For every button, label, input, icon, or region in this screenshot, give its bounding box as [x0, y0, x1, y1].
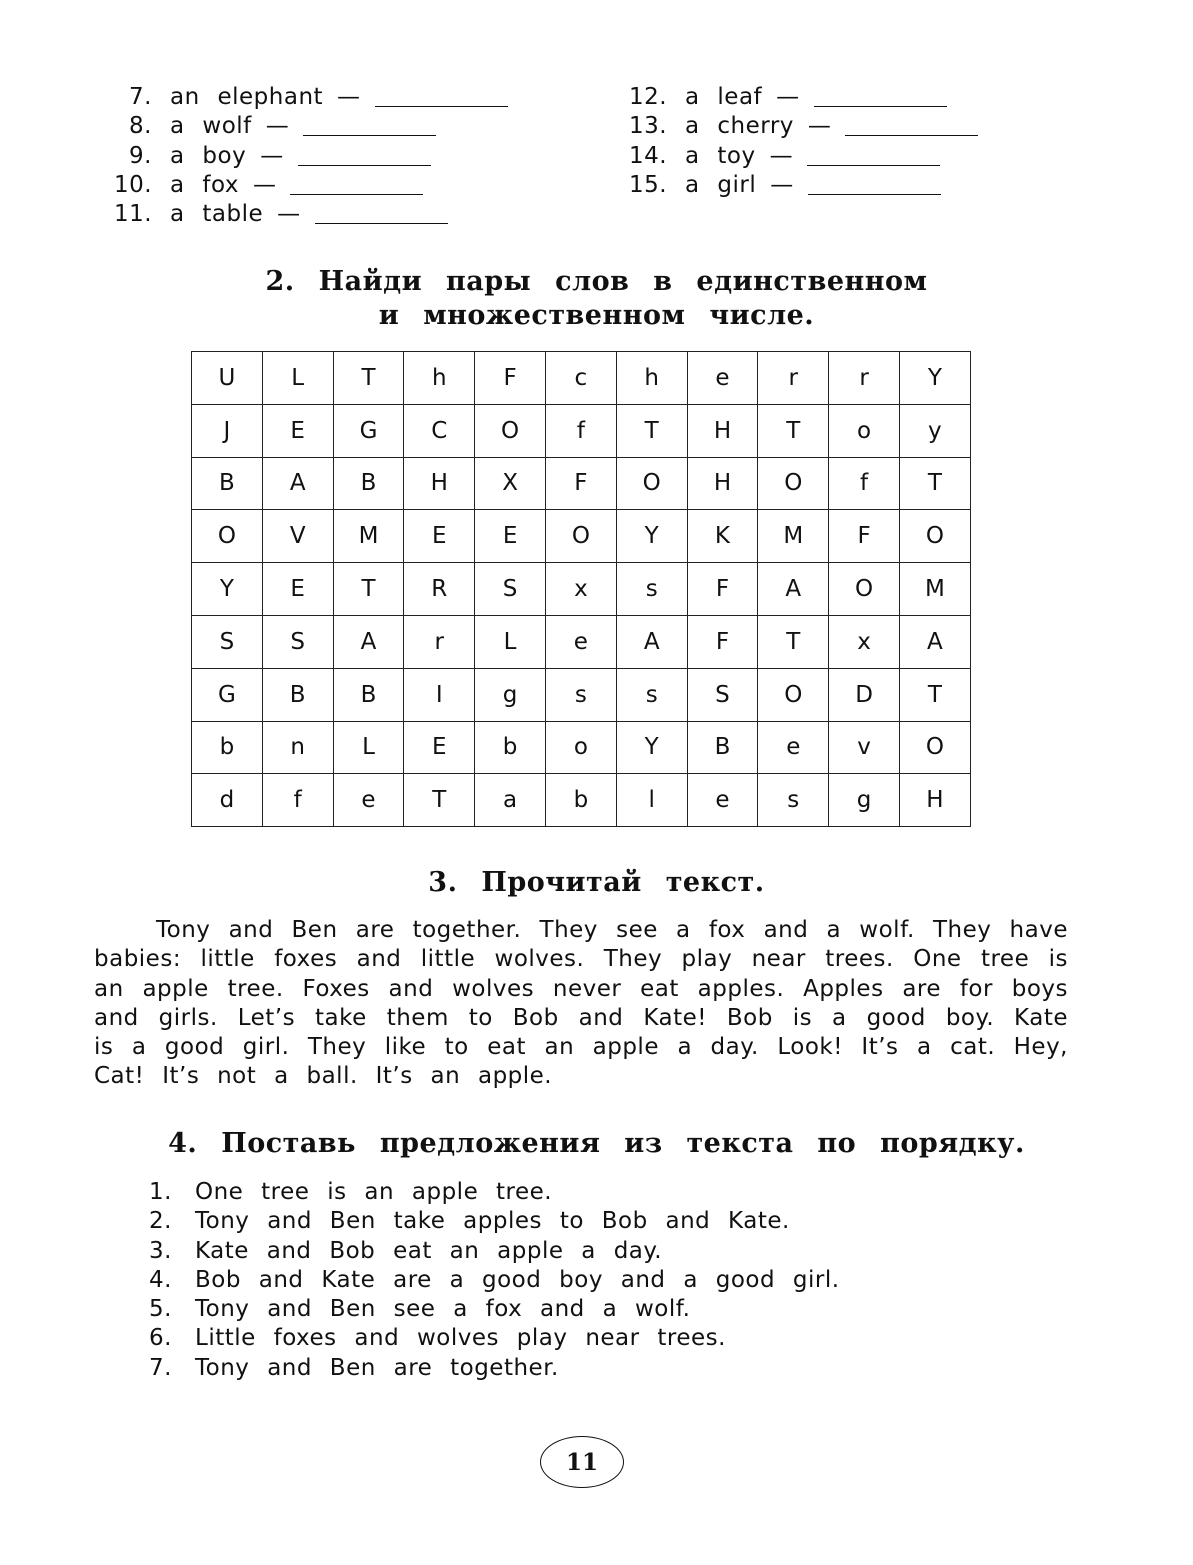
grid-row: [192, 404, 971, 457]
grid-cell[interactable]: G: [333, 404, 404, 457]
grid-cell[interactable]: Y: [192, 563, 263, 616]
grid-cell[interactable]: h: [616, 352, 687, 405]
grid-cell[interactable]: O: [899, 721, 970, 774]
grid-cell[interactable]: Y: [899, 352, 970, 405]
grid-cell[interactable]: s: [616, 563, 687, 616]
grid-cell[interactable]: F: [545, 457, 616, 510]
grid-cell[interactable]: L: [262, 352, 333, 405]
grid-cell[interactable]: E: [475, 510, 546, 563]
vocab-word: a girl: [685, 171, 757, 198]
grid-row: [192, 615, 971, 668]
grid-cell[interactable]: T: [616, 404, 687, 457]
grid-cell[interactable]: A: [333, 615, 404, 668]
grid-cell[interactable]: M: [758, 510, 829, 563]
grid-cell[interactable]: O: [899, 510, 970, 563]
grid-cell[interactable]: E: [404, 510, 475, 563]
grid-cell[interactable]: M: [333, 510, 404, 563]
vocab-list-left: [114, 83, 508, 229]
vocab-number: 12.: [629, 84, 668, 110]
grid-cell[interactable]: o: [829, 404, 900, 457]
vocab-item: [629, 112, 978, 141]
grid-cell[interactable]: g: [829, 774, 900, 827]
vocab-number: 14.: [629, 142, 668, 169]
grid-cell[interactable]: y: [899, 404, 970, 457]
grid-cell[interactable]: b: [192, 721, 263, 774]
list-item-text: One tree is an apple tree.: [195, 1179, 553, 1205]
grid-cell[interactable]: F: [687, 563, 758, 616]
vocab-dash: —: [252, 171, 277, 198]
vocab-item: [114, 142, 508, 171]
grid-cell[interactable]: x: [829, 615, 900, 668]
vocab-word: a leaf: [685, 84, 763, 110]
vocab-number: 15.: [629, 171, 668, 198]
page-number-text: 11: [565, 1448, 598, 1476]
grid-cell[interactable]: R: [404, 563, 475, 616]
grid-cell[interactable]: S: [262, 615, 333, 668]
grid-cell[interactable]: b: [545, 774, 616, 827]
grid-cell[interactable]: T: [899, 668, 970, 721]
vocab-number: 11.: [114, 201, 153, 228]
vocab-number: 13.: [629, 113, 668, 140]
answer-blank[interactable]: [807, 147, 940, 166]
grid-cell[interactable]: B: [333, 668, 404, 721]
grid-cell[interactable]: T: [758, 404, 829, 457]
grid-cell[interactable]: r: [758, 352, 829, 405]
grid-cell[interactable]: B: [687, 721, 758, 774]
vocab-item: [629, 83, 978, 112]
grid-cell[interactable]: T: [758, 615, 829, 668]
grid-cell[interactable]: s: [616, 668, 687, 721]
grid-cell[interactable]: s: [758, 774, 829, 827]
list-item: [140, 1354, 840, 1383]
list-item-number: 7.: [149, 1354, 172, 1381]
grid-cell[interactable]: F: [687, 615, 758, 668]
grid-cell[interactable]: H: [687, 457, 758, 510]
grid-cell[interactable]: f: [829, 457, 900, 510]
task3-heading: 3. Прочитай текст.: [428, 867, 765, 898]
vocab-item: [629, 171, 978, 200]
grid-cell[interactable]: A: [899, 615, 970, 668]
grid-row: [192, 668, 971, 721]
vocab-number: 9.: [129, 142, 152, 169]
list-item: [140, 1178, 840, 1207]
grid-cell[interactable]: I: [404, 668, 475, 721]
answer-blank[interactable]: [303, 117, 436, 136]
vocab-item: [114, 171, 508, 200]
grid-cell[interactable]: X: [475, 457, 546, 510]
grid-cell[interactable]: x: [545, 563, 616, 616]
grid-cell[interactable]: J: [192, 404, 263, 457]
grid-cell[interactable]: O: [616, 457, 687, 510]
list-item-text: Bob and Kate are a good boy and a good girl.: [195, 1266, 840, 1293]
vocab-dash: —: [265, 113, 290, 140]
vocab-word: a toy: [685, 142, 756, 169]
grid-cell[interactable]: K: [687, 510, 758, 563]
grid-cell[interactable]: b: [475, 721, 546, 774]
vocab-word: an elephant: [170, 84, 324, 110]
vocab-dash: —: [807, 113, 832, 140]
grid-row: [192, 457, 971, 510]
grid-cell[interactable]: f: [545, 404, 616, 457]
list-item-text: Tony and Ben see a fox and a wolf.: [195, 1296, 691, 1323]
grid-cell[interactable]: A: [262, 457, 333, 510]
grid-cell[interactable]: O: [829, 563, 900, 616]
vocab-item: [114, 200, 508, 229]
grid-cell[interactable]: e: [758, 721, 829, 774]
grid-cell[interactable]: C: [404, 404, 475, 457]
grid-cell[interactable]: Y: [616, 510, 687, 563]
grid-cell[interactable]: E: [262, 404, 333, 457]
answer-blank[interactable]: [845, 117, 978, 136]
list-item: [140, 1324, 840, 1353]
grid-cell[interactable]: B: [192, 457, 263, 510]
grid-cell[interactable]: H: [899, 774, 970, 827]
word-search-grid: [191, 351, 971, 827]
grid-cell[interactable]: e: [687, 352, 758, 405]
grid-row: [192, 352, 971, 405]
grid-cell[interactable]: T: [333, 352, 404, 405]
grid-cell[interactable]: e: [545, 615, 616, 668]
task2-heading-line2: и множественном числе.: [378, 300, 815, 331]
grid-cell[interactable]: S: [192, 615, 263, 668]
grid-cell[interactable]: T: [899, 457, 970, 510]
reading-paragraph: Tony and Ben are together. They see a fox and a wolf. They have babies: little foxes and little wolves. They play near trees. One tree is an apple tree. Foxes and wolves never eat apples. Apples are for boys and girls. Let’s take them to Bob and Kate! Bob is a good boy. Kate is a good girl. They like to eat an apple a day. Look! It’s a cat. Hey, Cat! It’s not a ball. It’s an apple.: [94, 917, 1068, 1090]
grid-cell[interactable]: O: [192, 510, 263, 563]
vocab-item: [114, 83, 508, 112]
vocab-word: a table: [170, 201, 264, 228]
vocab-dash: —: [260, 142, 284, 169]
list-item-text: Tony and Ben are together.: [195, 1354, 559, 1381]
grid-cell[interactable]: F: [475, 352, 546, 405]
grid-cell[interactable]: E: [262, 563, 333, 616]
grid-cell[interactable]: d: [192, 774, 263, 827]
list-item-number: 1.: [149, 1179, 172, 1205]
list-item-text: Tony and Ben take apples to Bob and Kate.: [195, 1208, 790, 1235]
vocab-number: 7.: [129, 84, 152, 110]
vocab-dash: —: [770, 171, 794, 198]
grid-cell[interactable]: O: [758, 668, 829, 721]
grid-cell[interactable]: M: [899, 563, 970, 616]
vocab-item: [629, 142, 978, 171]
grid-row: [192, 563, 971, 616]
grid-row: [192, 774, 971, 827]
grid-cell[interactable]: e: [333, 774, 404, 827]
list-item-number: 6.: [149, 1325, 172, 1352]
list-item-number: 2.: [149, 1208, 172, 1235]
grid-cell[interactable]: H: [687, 404, 758, 457]
grid-cell[interactable]: c: [545, 352, 616, 405]
vocab-number: 10.: [114, 171, 153, 198]
vocab-word: a cherry: [685, 113, 794, 140]
grid-cell[interactable]: g: [475, 668, 546, 721]
vocab-word: a fox: [170, 171, 239, 198]
grid-cell[interactable]: O: [475, 404, 546, 457]
reading-text: [94, 916, 1068, 1092]
grid-cell[interactable]: O: [758, 457, 829, 510]
list-item-number: 4.: [149, 1266, 172, 1293]
vocab-dash: —: [337, 84, 361, 110]
list-item: [140, 1266, 840, 1295]
grid-cell[interactable]: a: [475, 774, 546, 827]
grid-cell[interactable]: h: [404, 352, 475, 405]
grid-row: [192, 721, 971, 774]
answer-blank[interactable]: [808, 176, 941, 195]
answer-blank[interactable]: [290, 176, 423, 195]
list-item: [140, 1207, 840, 1236]
grid-cell[interactable]: v: [829, 721, 900, 774]
grid-cell[interactable]: V: [262, 510, 333, 563]
grid-cell[interactable]: L: [475, 615, 546, 668]
grid-cell[interactable]: L: [333, 721, 404, 774]
answer-blank[interactable]: [315, 205, 448, 224]
grid-cell[interactable]: S: [687, 668, 758, 721]
task4-heading: 4. Поставь предложения из текста по порядку.: [168, 1128, 1025, 1159]
grid-cell[interactable]: n: [262, 721, 333, 774]
vocab-number: 8.: [129, 113, 152, 140]
grid-cell[interactable]: O: [545, 510, 616, 563]
grid-cell[interactable]: A: [758, 563, 829, 616]
grid-cell[interactable]: o: [545, 721, 616, 774]
vocab-list-right: [629, 83, 978, 200]
grid-cell[interactable]: f: [262, 774, 333, 827]
grid-cell[interactable]: H: [404, 457, 475, 510]
sentence-order-list: [140, 1178, 840, 1383]
answer-blank[interactable]: [814, 88, 947, 107]
list-item-text: Kate and Bob eat an apple a day.: [195, 1237, 663, 1264]
vocab-dash: —: [776, 84, 800, 110]
vocab-dash: —: [277, 201, 301, 228]
grid-cell[interactable]: e: [687, 774, 758, 827]
grid-cell[interactable]: l: [616, 774, 687, 827]
list-item: [140, 1295, 840, 1324]
answer-blank[interactable]: [298, 147, 431, 166]
vocab-word: a wolf: [170, 113, 252, 140]
grid-cell[interactable]: D: [829, 668, 900, 721]
grid-cell[interactable]: r: [404, 615, 475, 668]
list-item: [140, 1237, 840, 1266]
task2-heading: [0, 265, 1193, 333]
grid-cell[interactable]: Y: [616, 721, 687, 774]
page-number: [540, 1436, 624, 1488]
vocab-word: a boy: [170, 142, 247, 169]
list-item-number: 3.: [149, 1237, 172, 1264]
grid-cell[interactable]: B: [262, 668, 333, 721]
grid-cell[interactable]: S: [475, 563, 546, 616]
vocab-dash: —: [769, 142, 794, 169]
answer-blank[interactable]: [375, 88, 508, 107]
grid-cell[interactable]: T: [333, 563, 404, 616]
grid-cell[interactable]: E: [404, 721, 475, 774]
grid-cell[interactable]: F: [829, 510, 900, 563]
grid-cell[interactable]: r: [829, 352, 900, 405]
grid-cell[interactable]: B: [333, 457, 404, 510]
grid-cell[interactable]: U: [192, 352, 263, 405]
grid-cell[interactable]: A: [616, 615, 687, 668]
grid-cell[interactable]: T: [404, 774, 475, 827]
list-item-number: 5.: [149, 1296, 172, 1323]
grid-row: [192, 510, 971, 563]
vocab-item: [114, 112, 508, 141]
task2-heading-line1: 2. Найди пары слов в единственном: [265, 266, 928, 297]
grid-cell[interactable]: G: [192, 668, 263, 721]
grid-cell[interactable]: s: [545, 668, 616, 721]
list-item-text: Little foxes and wolves play near trees.: [195, 1325, 726, 1352]
